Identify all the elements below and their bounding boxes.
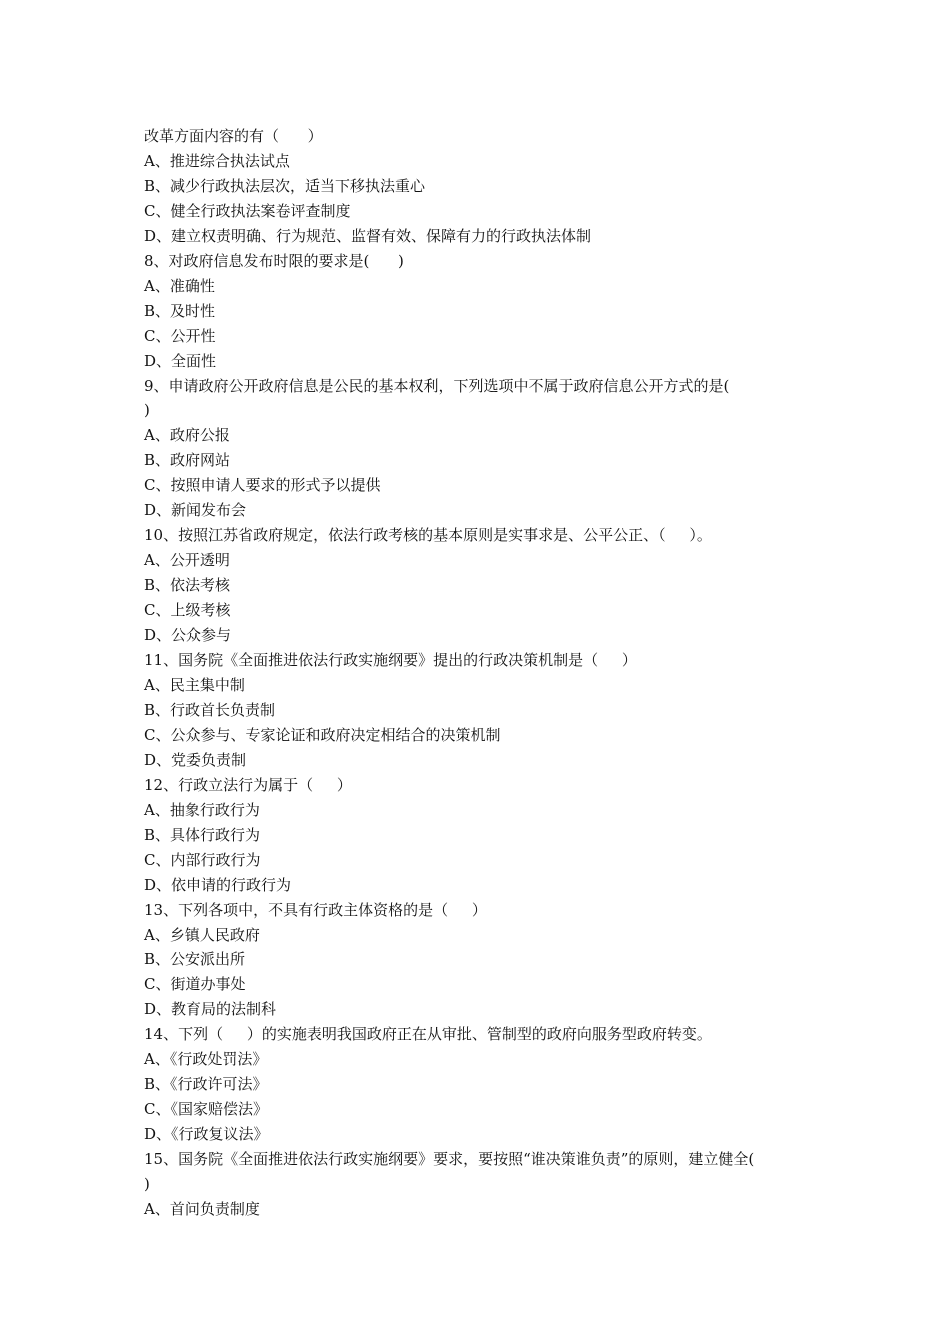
question-9: 9、申请政府公开政府信息是公民的基本权利，下列选项中不属于政府信息公开方式的是( — [144, 376, 730, 395]
answer-option: B、政府网站 — [144, 451, 231, 470]
answer-option: C、上级考核 — [144, 601, 231, 620]
answer-option: B、具体行政行为 — [144, 825, 261, 844]
answer-option: C、街道办事处 — [144, 975, 246, 994]
answer-option: C、公开性 — [144, 326, 216, 345]
answer-option: C、按照申请人要求的形式予以提供 — [144, 476, 381, 495]
answer-option: A、推进综合执法试点 — [144, 151, 290, 170]
answer-option: C、公众参与、专家论证和政府决定相结合的决策机制 — [144, 725, 501, 744]
question-14: 14、下列（ ）的实施表明我国政府正在从审批、管制型的政府向服务型政府转变。 — [144, 1025, 712, 1044]
answer-option: B、行政首长负责制 — [144, 700, 276, 719]
answer-option: B、依法考核 — [144, 576, 231, 595]
question-10: 10、按照江苏省政府规定，依法行政考核的基本原则是实事求是、公平公正、（ ）。 — [144, 526, 712, 545]
question-13: 13、下列各项中，不具有行政主体资格的是（ ） — [144, 900, 487, 919]
answer-option: A、抽象行政行为 — [144, 800, 260, 819]
answer-option: B、公安派出所 — [144, 950, 246, 969]
answer-option: D、教育局的法制科 — [144, 1000, 277, 1019]
answer-option: A、公开透明 — [144, 551, 230, 570]
answer-option: C、内部行政行为 — [144, 850, 261, 869]
text-line: 改革方面内容的有（ ） — [144, 127, 323, 145]
answer-option: B、及时性 — [144, 301, 216, 320]
question-15-continued: ) — [144, 1175, 150, 1194]
question-12: 12、行政立法行为属于（ ） — [144, 775, 352, 794]
question-11: 11、国务院《全面推进依法行政实施纲要》提出的行政决策机制是（ ） — [144, 651, 637, 670]
question-8: 8、对政府信息发布时限的要求是( ) — [144, 251, 404, 270]
question-15: 15、国务院《全面推进依法行政实施纲要》要求，要按照“谁决策谁负责”的原则，建立健全( — [144, 1150, 755, 1169]
answer-option: C、《国家赔偿法》 — [144, 1100, 268, 1119]
answer-option: D、依申请的行政行为 — [144, 875, 292, 894]
answer-option: A、准确性 — [144, 276, 215, 295]
question-9-continued: ) — [144, 401, 150, 420]
answer-option: A、《行政处罚法》 — [144, 1050, 268, 1069]
answer-option: D、党委负责制 — [144, 750, 247, 769]
answer-option: D、新闻发布会 — [144, 501, 247, 520]
answer-option: A、首问负责制度 — [144, 1199, 260, 1218]
answer-option: A、政府公报 — [144, 426, 230, 445]
answer-option: D、公众参与 — [144, 626, 232, 645]
answer-option: A、乡镇人民政府 — [144, 925, 260, 944]
answer-option: D、《行政复议法》 — [144, 1125, 269, 1144]
answer-option: D、全面性 — [144, 351, 217, 370]
answer-option: C、健全行政执法案卷评查制度 — [144, 201, 351, 220]
document-body — [144, 124, 810, 1222]
answer-option: B、减少行政执法层次，适当下移执法重心 — [144, 176, 426, 195]
answer-option: A、民主集中制 — [144, 675, 245, 694]
answer-option: D、建立权责明确、行为规范、监督有效、保障有力的行政执法体制 — [144, 226, 592, 245]
answer-option: B、《行政许可法》 — [144, 1075, 268, 1094]
